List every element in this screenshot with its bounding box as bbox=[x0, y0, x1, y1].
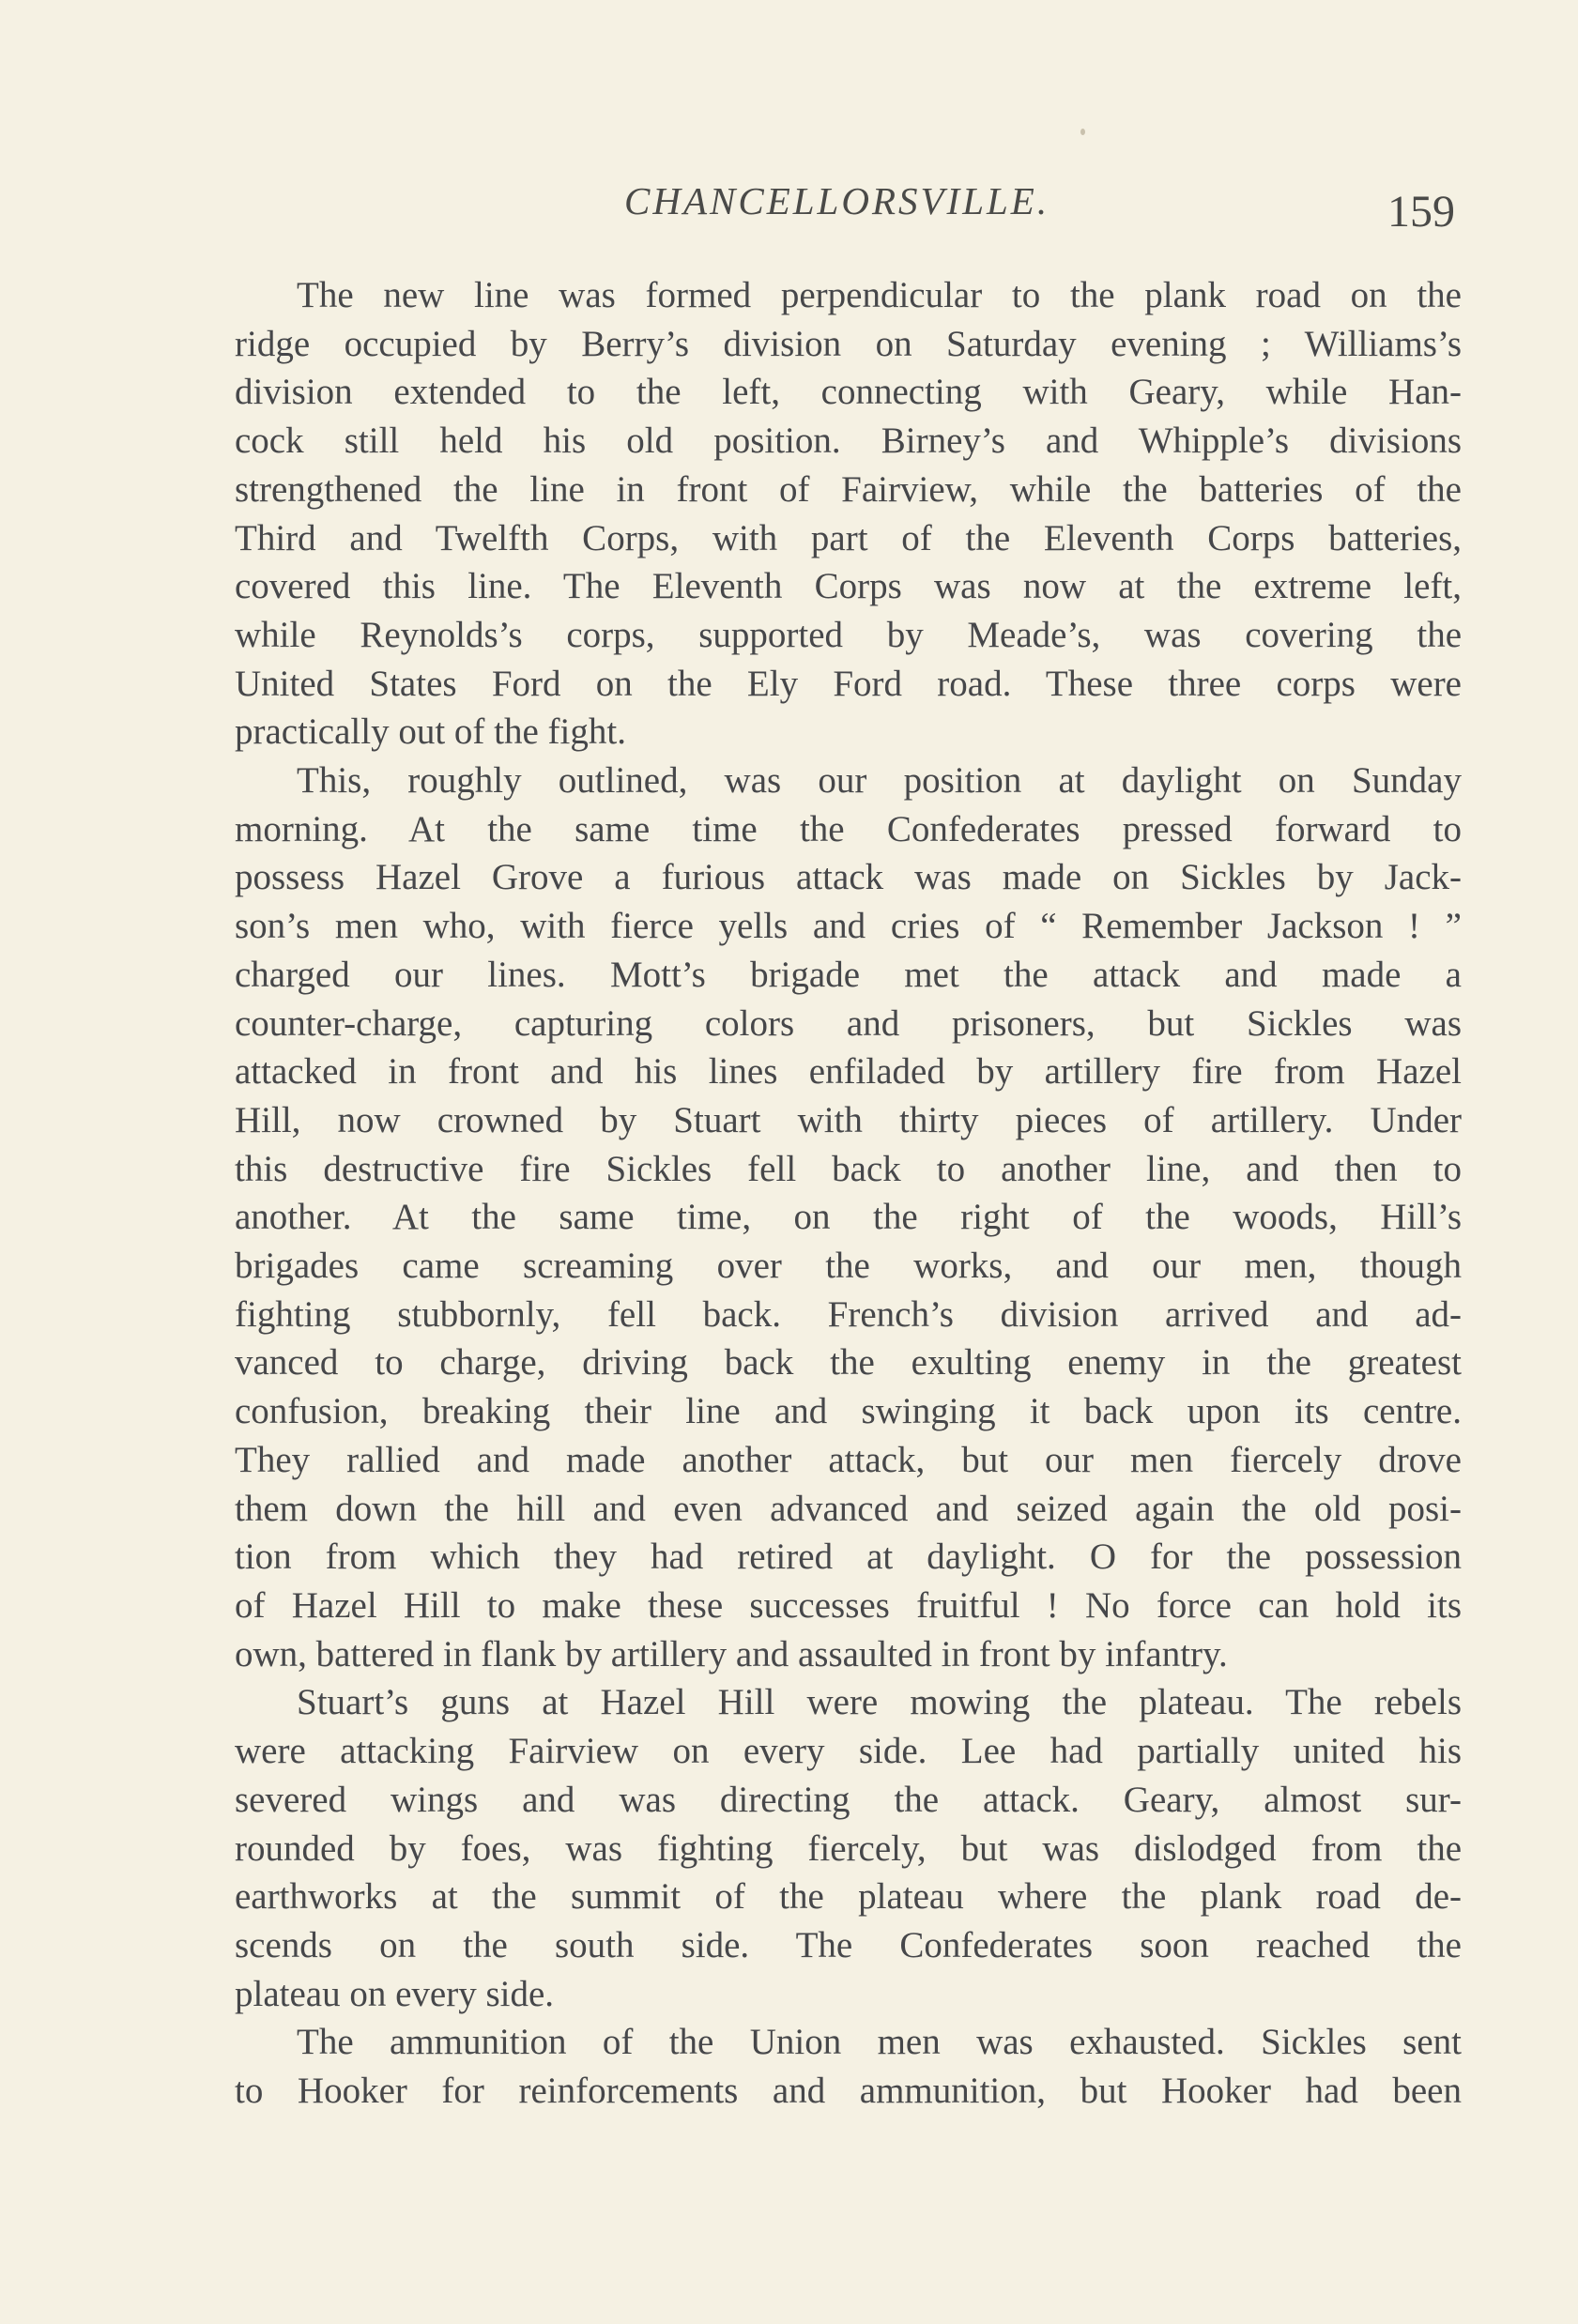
text-line: counter-charge, capturing colors and prisoners, but Sickles was bbox=[235, 1002, 1462, 1044]
text-line: charged our lines. Mott’s brigade met the attack and made a bbox=[235, 954, 1462, 995]
text-line: covered this line. The Eleventh Corps was now at the extreme left, bbox=[235, 566, 1462, 607]
text-line: They rallied and made another attack, but our men fiercely drove bbox=[235, 1439, 1462, 1480]
text-line: fighting stubbornly, fell back. French’s division arrived and ad- bbox=[235, 1293, 1462, 1335]
paragraph-2 bbox=[235, 757, 1462, 1678]
text-line: The ammunition of the Union men was exhausted. Sickles sent bbox=[297, 2022, 1462, 2063]
text-line: strengthened the line in front of Fairview, while the batteries of the bbox=[235, 468, 1462, 510]
text-line: plateau on every side. bbox=[235, 1973, 555, 2014]
text-line: severed wings and was directing the attack. Geary, almost sur- bbox=[235, 1779, 1462, 1820]
text-line: morning. At the same time the Confederates pressed forward to bbox=[235, 808, 1462, 849]
text-line: while Reynolds’s corps, supported by Meade’s, was covering the bbox=[235, 614, 1462, 655]
text-line: possess Hazel Grove a furious attack was made on Sickles by Jack- bbox=[235, 857, 1462, 898]
text-line: Stuart’s guns at Hazel Hill were mowing the plateau. The rebels bbox=[297, 1682, 1462, 1723]
text-line: ridge occupied by Berry’s division on Saturday evening ; Williams’s bbox=[235, 323, 1462, 364]
text-line: cock still held his old position. Birney’s and Whipple’s divisions bbox=[235, 420, 1462, 462]
paragraph-1 bbox=[235, 271, 1462, 757]
text-line: own, battered in flank by artillery and assaulted in front by infantry. bbox=[235, 1633, 1228, 1674]
text-line: United States Ford on the Ely Ford road. These three corps were bbox=[235, 663, 1462, 704]
text-line: to Hooker for reinforcements and ammunition, but Hooker had been bbox=[235, 2071, 1462, 2112]
text-line: rounded by foes, was fighting fiercely, but was dislodged from the bbox=[235, 1827, 1462, 1869]
text-line: Third and Twelfth Corps, with part of the Eleventh Corps batteries, bbox=[235, 517, 1462, 558]
text-line: The new line was formed perpendicular to the plank road on the bbox=[297, 275, 1462, 315]
text-line: another. At the same time, on the right of the woods, Hill’s bbox=[235, 1197, 1462, 1238]
paragraph-4 bbox=[235, 2018, 1462, 2115]
text-line: Hill, now crowned by Stuart with thirty pieces of artillery. Under bbox=[235, 1099, 1462, 1140]
text-line: this destructive fire Sickles fell back to another line, and then to bbox=[235, 1148, 1462, 1189]
text-line: scends on the south side. The Confederates soon reached the bbox=[235, 1924, 1462, 1965]
text-line: vanced to charge, driving back the exulting enemy in the greatest bbox=[235, 1342, 1462, 1384]
text-line: This, roughly outlined, was our position at daylight on Sunday bbox=[297, 760, 1462, 802]
text-line: of Hazel Hill to make these successes fruitful ! No force can hold its bbox=[235, 1584, 1462, 1626]
text-line: division extended to the left, connecting with Geary, while Han- bbox=[235, 372, 1462, 413]
running-head bbox=[0, 178, 1578, 235]
page-number: 159 bbox=[1387, 187, 1455, 237]
text-line: were attacking Fairview on every side. Lee had partially united his bbox=[235, 1731, 1462, 1772]
text-line: attacked in front and his lines enfiladed by artillery fire from Hazel bbox=[235, 1051, 1462, 1093]
text-line: brigades came screaming over the works, and our men, though bbox=[235, 1246, 1462, 1287]
text-line: confusion, breaking their line and swinging it back upon its centre. bbox=[235, 1391, 1462, 1432]
body-text bbox=[235, 271, 1462, 2116]
text-line: tion from which they had retired at daylight. O for the possession bbox=[235, 1537, 1462, 1578]
text-line: earthworks at the summit of the plateau where the plank road de- bbox=[235, 1876, 1462, 1918]
paper-speck bbox=[1080, 129, 1085, 135]
text-line: them down the hill and even advanced and seized again the old posi- bbox=[235, 1488, 1462, 1529]
paragraph-3 bbox=[235, 1678, 1462, 2018]
text-line: practically out of the fight. bbox=[235, 711, 626, 753]
running-title: CHANCELLORSVILLE. bbox=[624, 179, 1050, 222]
text-line: son’s men who, with fierce yells and cries of “ Remember Jackson ! ” bbox=[235, 906, 1462, 947]
